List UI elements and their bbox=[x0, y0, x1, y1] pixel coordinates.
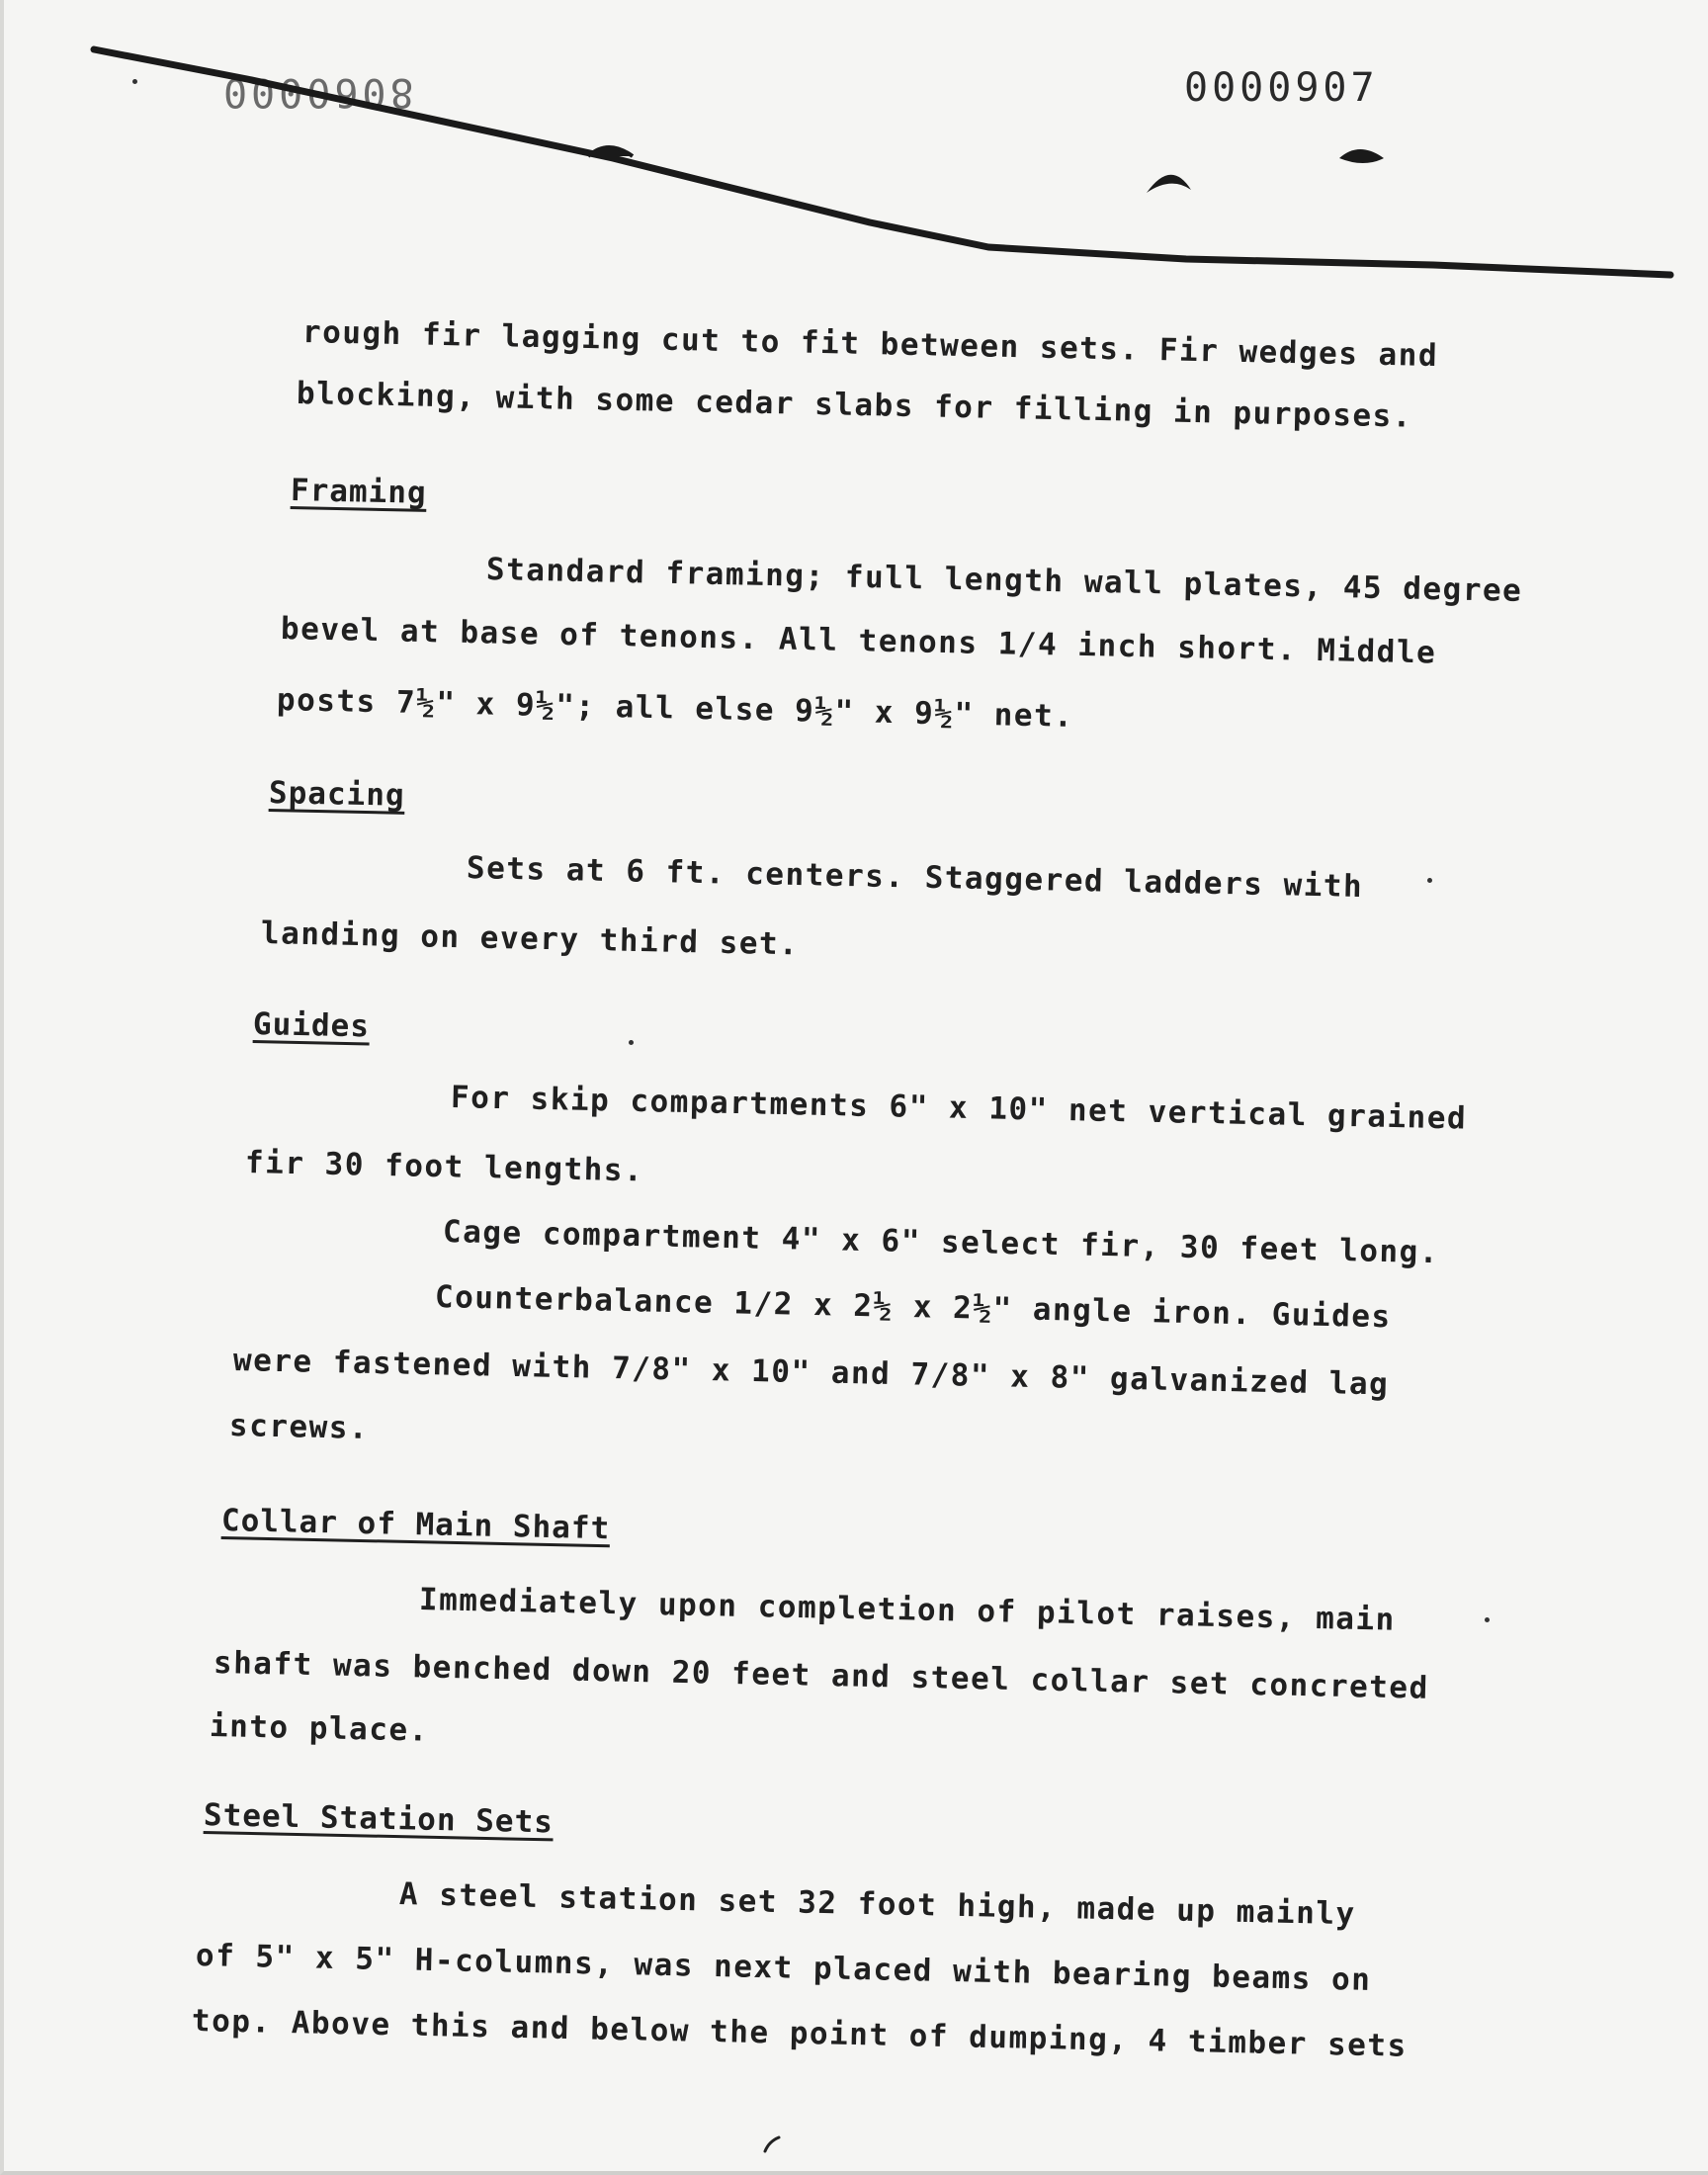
body-line: top. Above this and below the point of dumping, 4 timber sets bbox=[191, 2003, 1409, 2064]
body-line: For skip compartments 6" x 10" net vertical grained bbox=[450, 1080, 1468, 1137]
doc-number: 0000907 bbox=[1184, 65, 1379, 111]
body-line: of 5" x 5" H-columns, was next placed with bearing beams on bbox=[195, 1938, 1372, 1998]
scan-mark bbox=[761, 2132, 785, 2155]
scan-speck bbox=[1427, 878, 1432, 883]
body-line: bevel at base of tenons. All tenons 1/4 inch short. Middle bbox=[280, 611, 1437, 671]
body-line: were fastened with 7/8" x 10" and 7/8" x 8" galvanized lag bbox=[232, 1343, 1390, 1403]
scan-speck bbox=[132, 79, 137, 84]
body-line: landing on every third set. bbox=[260, 915, 800, 963]
body-line: Cage compartment 4" x 6" select fir, 30 feet long. bbox=[442, 1214, 1440, 1271]
body-line: Counterbalance 1/2 x 2½ x 2½" angle iron. Guides bbox=[434, 1279, 1393, 1336]
body-line: fir 30 foot lengths. bbox=[244, 1145, 644, 1189]
inverted-doc-number: 8060000 bbox=[219, 69, 414, 115]
body-line: A steel station set 32 foot high, made up mainly bbox=[398, 1876, 1357, 1933]
body-line: blocking, with some cedar slabs for filling in purposes. bbox=[296, 376, 1413, 435]
body-line: Standard framing; full length wall plates, 45 degree bbox=[485, 552, 1523, 609]
body-line: into place. bbox=[209, 1708, 430, 1749]
body-line: screws. bbox=[228, 1408, 370, 1446]
scan-speck bbox=[629, 1040, 634, 1045]
section-heading-spacing: Spacing bbox=[268, 775, 406, 814]
section-heading-framing: Framing bbox=[290, 473, 428, 511]
body-line: Immediately upon completion of pilot raises, main bbox=[418, 1582, 1397, 1638]
section-heading-guides: Guides bbox=[252, 1006, 371, 1045]
scan-speck bbox=[1485, 1617, 1490, 1622]
section-heading-collar: Collar of Main Shaft bbox=[220, 1503, 611, 1547]
section-heading-station: Steel Station Sets bbox=[203, 1797, 555, 1841]
body-line: posts 7½" x 9½"; all else 9½" x 9½" net. bbox=[276, 682, 1074, 735]
body-line: rough fir lagging cut to fit between sets. Fir wedges and bbox=[301, 314, 1439, 375]
body-line: Sets at 6 ft. centers. Staggered ladders with bbox=[466, 850, 1364, 905]
body-line: shaft was benched down 20 feet and steel collar set concreted bbox=[213, 1645, 1430, 1706]
